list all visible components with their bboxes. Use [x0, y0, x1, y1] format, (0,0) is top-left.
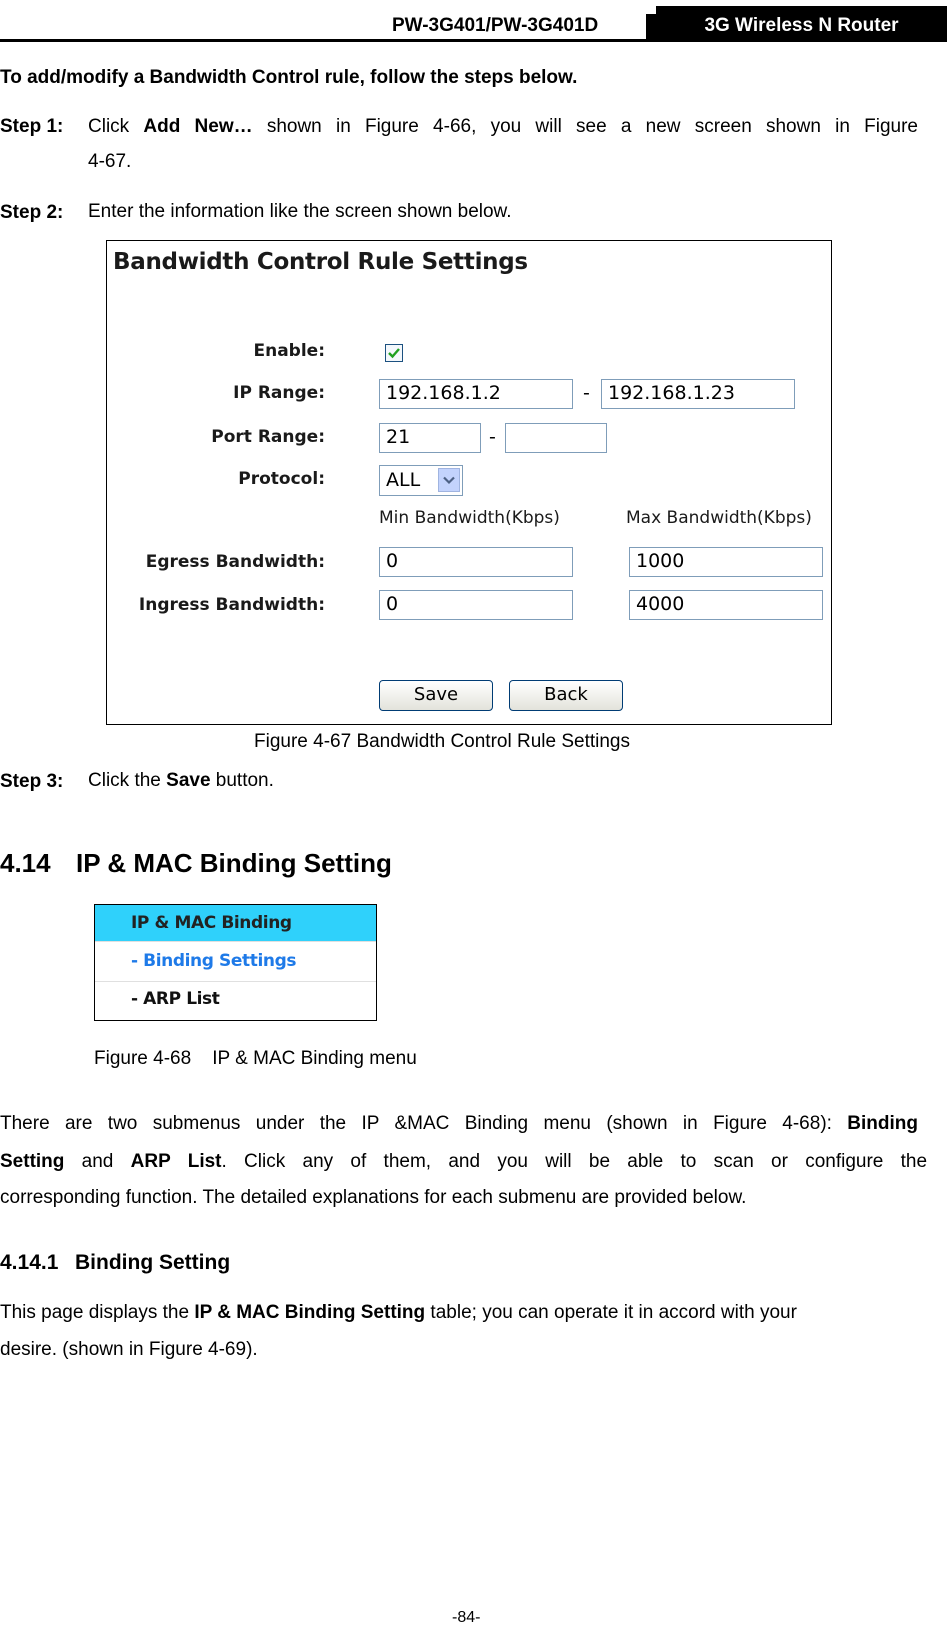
add-new-keyword: Add New… [143, 116, 253, 137]
max-bandwidth-header: Max Bandwidth(Kbps) [626, 508, 812, 528]
para1-line3: corresponding function. The detailed explanations for each submenu are provided below. [0, 1187, 747, 1208]
enable-label: Enable: [253, 341, 325, 361]
figure-title: Bandwidth Control Rule Settings [113, 249, 528, 275]
ingress-min-input[interactable]: 0 [379, 590, 573, 620]
egress-min-input[interactable]: 0 [379, 547, 573, 577]
header-product: 3G Wireless N Router [656, 6, 947, 41]
ip-end-input[interactable]: 192.168.1.23 [601, 379, 795, 409]
ip-start-input[interactable]: 192.168.1.2 [379, 379, 573, 409]
intro-text: To add/modify a Bandwidth Control rule, follow the steps below. [0, 67, 578, 88]
ip-range-label: IP Range: [233, 383, 325, 403]
port-range-label: Port Range: [211, 427, 325, 447]
step1-label: Step 1: [0, 116, 64, 137]
back-button[interactable]: Back [509, 680, 623, 711]
ip-range-separator: - [583, 382, 590, 404]
bandwidth-rule-settings-figure [106, 240, 832, 725]
menu-title[interactable]: IP & MAC Binding [131, 913, 292, 933]
header-rule [0, 39, 947, 42]
save-keyword: Save [166, 770, 211, 791]
protocol-value: ALL [386, 469, 421, 491]
protocol-label: Protocol: [238, 469, 325, 489]
chevron-down-icon [443, 476, 455, 485]
header-tab-notch [646, 14, 656, 41]
save-button[interactable]: Save [379, 680, 493, 711]
port-end-input[interactable] [505, 423, 607, 453]
step1-text: Click Add New… shown in Figure 4-66, you will see a new screen shown in Figure [88, 116, 918, 137]
para2-line1: This page displays the IP & MAC Binding Setting table; you can operate it in accord with your [0, 1302, 797, 1323]
dropdown-button[interactable] [438, 468, 460, 492]
section-number: 4.14 [0, 848, 51, 878]
para1-line2: Setting and ARP List. Click any of them, and you will be able to scan or configure the [0, 1151, 928, 1172]
figure-67-caption: Figure 4-67 Bandwidth Control Rule Settings [254, 731, 630, 752]
min-bandwidth-header: Min Bandwidth(Kbps) [379, 508, 560, 528]
para1-line1: There are two submenus under the IP &MAC Binding menu (shown in Figure 4-68): Binding [0, 1113, 918, 1134]
step3-text: Click the Save button. [88, 770, 274, 791]
egress-max-input[interactable]: 1000 [629, 547, 823, 577]
step1-text-cont: 4-67. [88, 151, 132, 172]
ingress-max-input[interactable]: 4000 [629, 590, 823, 620]
protocol-select[interactable] [379, 465, 463, 496]
checkmark-icon [387, 346, 401, 360]
ip-mac-binding-menu-figure [94, 904, 377, 1021]
ingress-bandwidth-label: Ingress Bandwidth: [138, 595, 325, 615]
port-start-input[interactable]: 21 [379, 423, 481, 453]
step2-label: Step 2: [0, 202, 64, 223]
menu-item-binding-settings[interactable]: - Binding Settings [131, 951, 297, 971]
figure-68-caption: Figure 4-68 IP & MAC Binding menu [94, 1048, 417, 1069]
enable-checkbox[interactable] [385, 344, 403, 362]
step2-text: Enter the information like the screen shown below. [88, 201, 512, 222]
menu-item-arp-list[interactable]: - ARP List [131, 989, 220, 1009]
step3-label: Step 3: [0, 771, 64, 792]
page-number: -84- [452, 1609, 481, 1626]
subsection-title: Binding Setting [75, 1251, 231, 1274]
menu-divider [95, 941, 376, 942]
section-title: IP & MAC Binding Setting [76, 848, 392, 878]
para2-line2: desire. (shown in Figure 4-69). [0, 1339, 258, 1360]
menu-divider [95, 981, 376, 982]
header-model: PW-3G401/PW-3G401D [392, 15, 599, 36]
port-range-separator: - [489, 426, 496, 448]
subsection-number: 4.14.1 [0, 1251, 59, 1274]
egress-bandwidth-label: Egress Bandwidth: [145, 552, 325, 572]
